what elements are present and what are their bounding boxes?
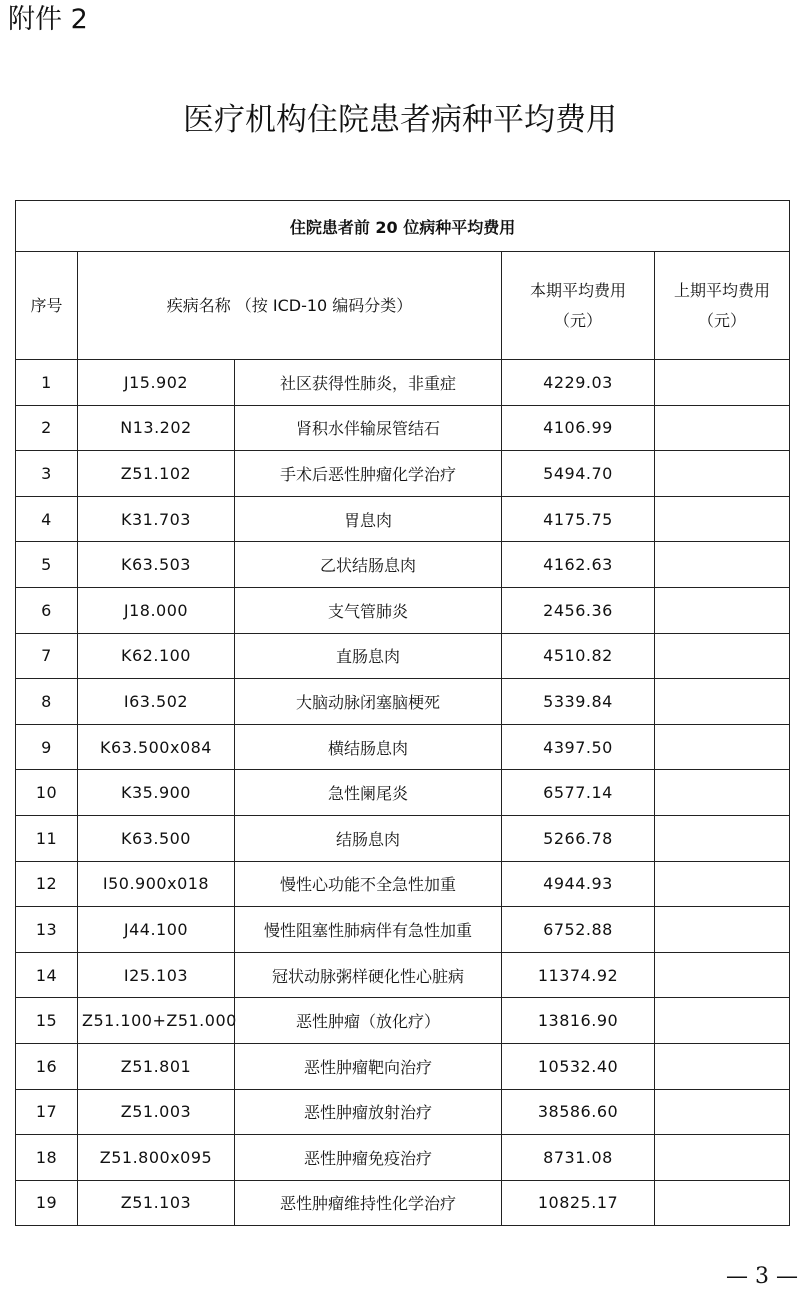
row-icd-code: K63.500x084 xyxy=(78,724,235,770)
row-current-fee: 4106.99 xyxy=(502,405,655,451)
row-index: 3 xyxy=(16,451,78,497)
row-previous-fee xyxy=(655,815,790,861)
row-index: 2 xyxy=(16,405,78,451)
header-index: 序号 xyxy=(16,252,78,360)
table-row xyxy=(16,679,790,725)
row-current-fee: 11374.92 xyxy=(502,952,655,998)
table-caption: 住院患者前 20 位病种平均费用 xyxy=(16,201,790,252)
row-index: 11 xyxy=(16,815,78,861)
row-previous-fee xyxy=(655,451,790,497)
table-row xyxy=(16,1089,790,1135)
header-previous-fee xyxy=(655,252,790,360)
row-disease-name: 恶性肿瘤（放化疗） xyxy=(235,998,502,1044)
row-current-fee: 38586.60 xyxy=(502,1089,655,1135)
row-index: 6 xyxy=(16,587,78,633)
row-previous-fee xyxy=(655,770,790,816)
row-current-fee: 4397.50 xyxy=(502,724,655,770)
row-icd-code: K63.503 xyxy=(78,542,235,588)
row-index: 4 xyxy=(16,496,78,542)
row-disease-name: 恶性肿瘤放射治疗 xyxy=(235,1089,502,1135)
row-disease-name: 胃息肉 xyxy=(235,496,502,542)
row-index: 1 xyxy=(16,360,78,406)
row-disease-name: 社区获得性肺炎，非重症 xyxy=(235,360,502,406)
header-previous-fee-label: 上期平均费用 xyxy=(674,280,771,300)
row-current-fee: 13816.90 xyxy=(502,998,655,1044)
header-current-fee-unit: （元） xyxy=(553,310,602,330)
row-index: 10 xyxy=(16,770,78,816)
row-current-fee: 10825.17 xyxy=(502,1180,655,1226)
row-previous-fee xyxy=(655,1089,790,1135)
row-icd-code: K35.900 xyxy=(78,770,235,816)
row-current-fee: 5266.78 xyxy=(502,815,655,861)
row-previous-fee xyxy=(655,907,790,953)
row-disease-name: 手术后恶性肿瘤化学治疗 xyxy=(235,451,502,497)
table-row xyxy=(16,451,790,497)
table-row xyxy=(16,405,790,451)
row-current-fee: 4510.82 xyxy=(502,633,655,679)
row-icd-code: Z51.801 xyxy=(78,1043,235,1089)
table-row xyxy=(16,907,790,953)
row-disease-name: 恶性肿瘤免疫治疗 xyxy=(235,1135,502,1181)
row-icd-code: K31.703 xyxy=(78,496,235,542)
row-disease-name: 结肠息肉 xyxy=(235,815,502,861)
row-index: 12 xyxy=(16,861,78,907)
row-icd-code: J44.100 xyxy=(78,907,235,953)
row-index: 5 xyxy=(16,542,78,588)
row-icd-code: Z51.103 xyxy=(78,1180,235,1226)
table-row xyxy=(16,770,790,816)
row-current-fee: 4944.93 xyxy=(502,861,655,907)
row-disease-name: 支气管肺炎 xyxy=(235,587,502,633)
row-index: 16 xyxy=(16,1043,78,1089)
row-disease-name: 恶性肿瘤靶向治疗 xyxy=(235,1043,502,1089)
row-index: 15 xyxy=(16,998,78,1044)
row-previous-fee xyxy=(655,1180,790,1226)
table-caption-row xyxy=(16,201,790,252)
row-disease-name: 大脑动脉闭塞脑梗死 xyxy=(235,679,502,725)
table-row xyxy=(16,815,790,861)
row-current-fee: 2456.36 xyxy=(502,587,655,633)
header-current-fee-label: 本期平均费用 xyxy=(529,280,626,300)
row-disease-name: 肾积水伴输尿管结石 xyxy=(235,405,502,451)
row-icd-code: N13.202 xyxy=(78,405,235,451)
row-previous-fee xyxy=(655,679,790,725)
row-icd-code: I25.103 xyxy=(78,952,235,998)
header-previous-fee-unit: （元） xyxy=(698,310,747,330)
row-icd-code: J18.000 xyxy=(78,587,235,633)
row-previous-fee xyxy=(655,861,790,907)
table-header-row xyxy=(16,252,790,360)
row-index: 18 xyxy=(16,1135,78,1181)
row-current-fee: 10532.40 xyxy=(502,1043,655,1089)
row-index: 9 xyxy=(16,724,78,770)
header-current-fee xyxy=(502,252,655,360)
table-row xyxy=(16,1135,790,1181)
row-current-fee: 6752.88 xyxy=(502,907,655,953)
row-previous-fee xyxy=(655,633,790,679)
row-disease-name: 横结肠息肉 xyxy=(235,724,502,770)
table-row xyxy=(16,952,790,998)
table-row xyxy=(16,861,790,907)
table-row xyxy=(16,1043,790,1089)
row-disease-name: 冠状动脉粥样硬化性心脏病 xyxy=(235,952,502,998)
document-title: 医疗机构住院患者病种平均费用 xyxy=(183,102,617,138)
row-current-fee: 6577.14 xyxy=(502,770,655,816)
row-index: 17 xyxy=(16,1089,78,1135)
row-index: 8 xyxy=(16,679,78,725)
row-previous-fee xyxy=(655,405,790,451)
table-row xyxy=(16,360,790,406)
row-disease-name: 乙状结肠息肉 xyxy=(235,542,502,588)
row-previous-fee xyxy=(655,496,790,542)
row-index: 13 xyxy=(16,907,78,953)
row-current-fee: 5339.84 xyxy=(502,679,655,725)
row-previous-fee xyxy=(655,587,790,633)
table-row xyxy=(16,496,790,542)
disease-fee-table xyxy=(15,200,790,1226)
row-current-fee: 4175.75 xyxy=(502,496,655,542)
attachment-label: 附件 2 xyxy=(8,4,88,35)
row-previous-fee xyxy=(655,1043,790,1089)
table-row xyxy=(16,633,790,679)
page-number: — 3 — xyxy=(726,1264,798,1289)
row-current-fee: 8731.08 xyxy=(502,1135,655,1181)
row-current-fee: 4162.63 xyxy=(502,542,655,588)
row-previous-fee xyxy=(655,360,790,406)
row-disease-name: 慢性心功能不全急性加重 xyxy=(235,861,502,907)
row-icd-code: I50.900x018 xyxy=(78,861,235,907)
row-index: 7 xyxy=(16,633,78,679)
row-icd-code: Z51.003 xyxy=(78,1089,235,1135)
header-disease-name: 疾病名称 （按 ICD-10 编码分类） xyxy=(78,252,502,360)
row-disease-name: 急性阑尾炎 xyxy=(235,770,502,816)
row-disease-name: 慢性阻塞性肺病伴有急性加重 xyxy=(235,907,502,953)
row-index: 14 xyxy=(16,952,78,998)
row-icd-code: I63.502 xyxy=(78,679,235,725)
table-row xyxy=(16,998,790,1044)
table-row xyxy=(16,542,790,588)
row-disease-name: 直肠息肉 xyxy=(235,633,502,679)
row-icd-code: Z51.100+Z51.000 xyxy=(78,998,235,1044)
row-current-fee: 4229.03 xyxy=(502,360,655,406)
row-icd-code: K62.100 xyxy=(78,633,235,679)
row-previous-fee xyxy=(655,1135,790,1181)
row-disease-name: 恶性肿瘤维持性化学治疗 xyxy=(235,1180,502,1226)
row-previous-fee xyxy=(655,542,790,588)
table-row xyxy=(16,587,790,633)
table-row xyxy=(16,724,790,770)
row-icd-code: K63.500 xyxy=(78,815,235,861)
table-row xyxy=(16,1180,790,1226)
row-icd-code: J15.902 xyxy=(78,360,235,406)
row-icd-code: Z51.102 xyxy=(78,451,235,497)
row-previous-fee xyxy=(655,952,790,998)
row-current-fee: 5494.70 xyxy=(502,451,655,497)
row-previous-fee xyxy=(655,724,790,770)
row-index: 19 xyxy=(16,1180,78,1226)
row-icd-code: Z51.800x095 xyxy=(78,1135,235,1181)
row-previous-fee xyxy=(655,998,790,1044)
